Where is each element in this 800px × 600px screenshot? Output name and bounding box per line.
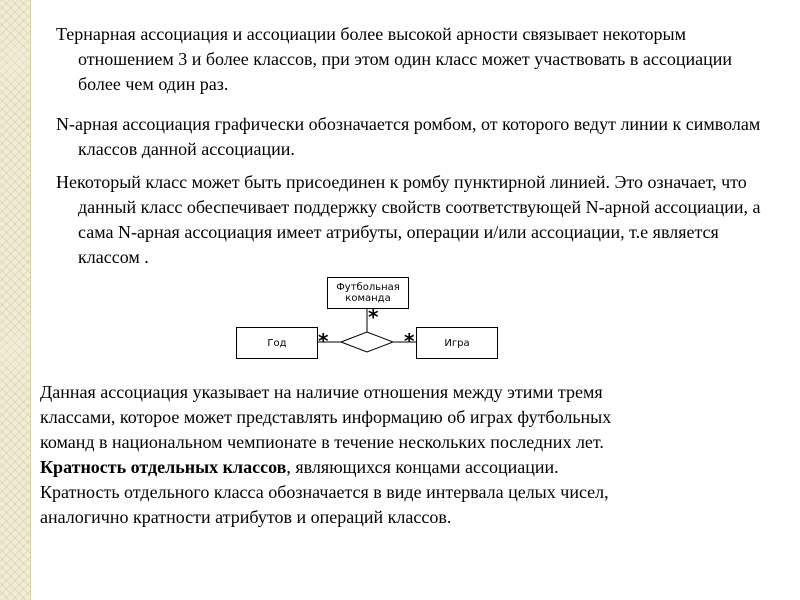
lower-line-3: команд в национальном чемпионате в течение нескольких последних лет.: [40, 432, 604, 452]
multiplicity-heading-rest: , являющихся концами ассоциации.: [286, 457, 559, 477]
decorative-side-band: [0, 0, 31, 600]
class-box-football-team: Футбольная команда: [327, 277, 409, 309]
ternary-association-diagram: [230, 275, 510, 365]
lower-line-4: [40, 455, 780, 480]
lower-line-2: классами, которое может представлять информацию об играх футбольных: [40, 407, 612, 427]
multiplicity-left: *: [318, 329, 329, 353]
class-box-year: Год: [236, 327, 318, 359]
association-diamond: [341, 332, 393, 352]
multiplicity-right: *: [404, 329, 415, 353]
paragraph-n-ary-notation: N-арная ассоциация графически обозначается ромбом, от которого ведут линии к символам классов данной ассоциации.: [56, 114, 761, 159]
paragraph-ternary-association: Тернарная ассоциация и ассоциации более высокой арности связывает некоторым отношением 3 и более классов, при этом один класс может участвовать в ассоциации более чем один раз.: [56, 24, 732, 94]
lower-text-block: [40, 380, 780, 530]
multiplicity-heading: Кратность отдельных классов: [40, 457, 287, 477]
paragraph-dashed-line-class: Некоторый класс может быть присоединен к ромбу пунктирной линией. Это означает, что данный класс обеспечивает поддержку свойств соответствующей N-арной ассоциации, а сама N-арная ассоциация имеет атрибуты, операции и/или ассоциации, т.е является классом .: [56, 172, 761, 267]
lower-line-1: Данная ассоциация указывает на наличие отношения между этими тремя: [40, 382, 603, 402]
class-box-game: Игра: [416, 327, 498, 359]
multiplicity-top: *: [368, 305, 379, 329]
lower-line-5: Кратность отдельного класса обозначается в виде интервала целых чисел,: [40, 482, 609, 502]
lower-line-6: аналогично кратности атрибутов и операций классов.: [40, 507, 452, 527]
